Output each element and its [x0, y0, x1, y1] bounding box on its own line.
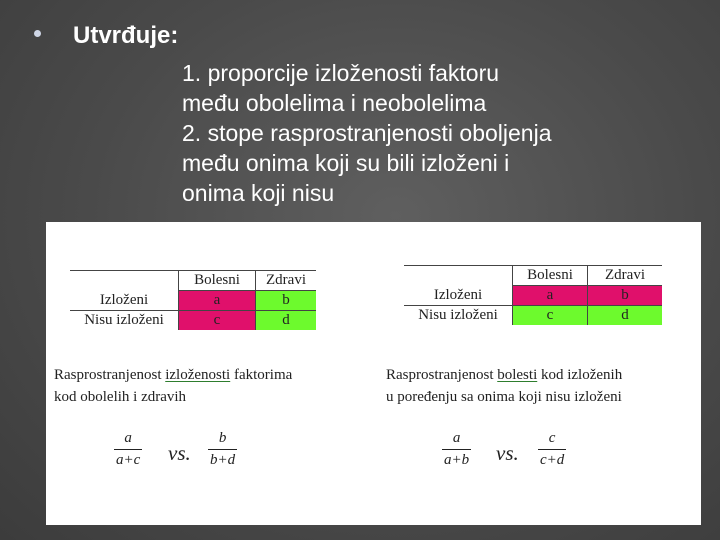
left-caption: Rasprostranjenost izloženosti faktorima kod obolelih i zdravih: [54, 367, 293, 405]
cell-b: b: [256, 291, 317, 311]
right-caption: Rasprostranjenost bolesti kod izloženih u poređenju sa onima koji nisu izloženi: [386, 367, 623, 405]
body-line: među onima koji su bili izloženi i: [182, 150, 510, 176]
embedded-figure: [46, 222, 701, 525]
row-label: Izloženi: [70, 291, 179, 311]
bullet-icon: [34, 30, 41, 37]
row-label: Nisu izloženi: [418, 307, 498, 323]
body-line: među obolelima i neobolelima: [182, 90, 487, 116]
vs-label: vs.: [168, 441, 191, 465]
cell-a: a: [513, 286, 588, 306]
left-contingency-table: [70, 270, 316, 330]
col-header: Zdravi: [588, 266, 663, 286]
row-label: Nisu izloženi: [84, 312, 164, 328]
col-header: Bolesni: [513, 266, 588, 286]
left-fraction-2: b b+d: [210, 430, 236, 468]
row-label: Izloženi: [404, 286, 513, 306]
right-fraction-2: c c+d: [540, 430, 565, 468]
cell-b: b: [588, 286, 663, 306]
cell-c: c: [513, 306, 588, 326]
body-line: onima koji nisu: [182, 180, 335, 206]
slide-heading: Utvrđuje:: [73, 22, 179, 49]
left-fraction-1: a a+c: [116, 430, 141, 468]
col-header: Zdravi: [256, 271, 317, 291]
right-fraction-1: a a+b: [444, 430, 470, 468]
right-contingency-table: [404, 265, 662, 325]
cell-c: c: [179, 311, 256, 331]
cell-a: a: [179, 291, 256, 311]
caption-keyword: izloženosti: [165, 367, 231, 383]
body-line: 2. stope rasprostranjenosti oboljenja: [182, 120, 552, 146]
col-header: Bolesni: [179, 271, 256, 291]
cell-d: d: [588, 306, 663, 326]
vs-label: vs.: [496, 441, 519, 465]
caption-keyword: bolesti: [497, 367, 538, 383]
body-line: 1. proporcije izloženosti faktoru: [182, 60, 500, 86]
cell-d: d: [256, 311, 317, 331]
slide-body: [182, 58, 552, 208]
